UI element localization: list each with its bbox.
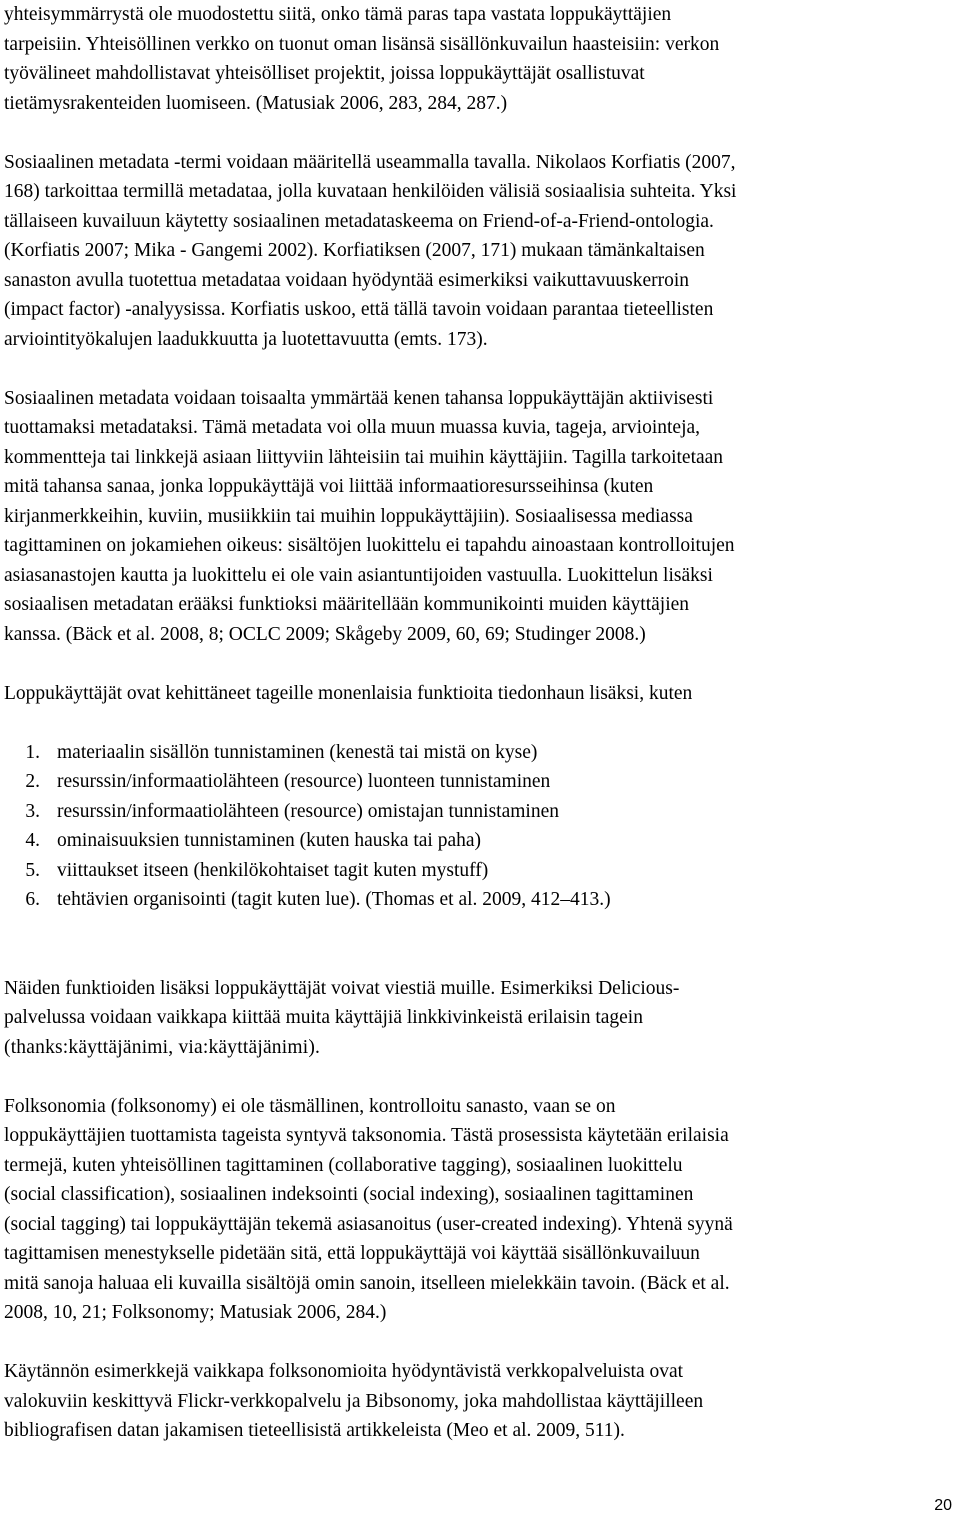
text-line: (social classification), sosiaalinen indeksointi (social indexing), sosiaalinen tagittaminen [4,1184,694,1205]
text-line: sosiaalisen metadatan erääksi funktioksi määritellään kommunikointi muiden käyttäjien [4,594,690,615]
text-line: työvälineet mahdollistavat yhteisölliset projektit, joissa loppukäyttäjät osallistuvat [4,63,645,84]
list-item-number: 1. [25,741,40,763]
text-line: bibliografisen datan jakamisen tieteellisistä artikkeleista (Meo et al. 2009, 511). [4,1420,625,1441]
list-item-text: tehtävien organisointi (tagit kuten lue). (Thomas et al. 2009, 412–413.) [57,889,611,910]
paragraph-gap [4,708,954,738]
tag-functions-list [4,738,954,915]
paragraph-gap [4,1328,954,1358]
text-line: arviointityökalujen laadukkuutta ja luotettavuutta (emts. 173). [4,328,488,350]
document-page [4,0,954,1446]
list-item-number: 4. [25,830,40,851]
list-item-number: 5. [25,859,40,881]
paragraph-gap [4,915,954,945]
text-line: mitä tahansa sanaa, jonka loppukäyttäjä voi liittää informaatioresursseihinsa (kuten [4,476,654,497]
text-line: 2008, 10, 21; Folksonomy; Matusiak 2006, 284.) [4,1302,387,1323]
text-line: sanaston avulla tuotettua metadataa voidaan hyödyntää esimerkiksi vaikuttavuuskerroin [4,269,690,291]
paragraph-user-generated-metadata [4,384,954,650]
paragraph-gap [4,118,954,148]
paragraph-gap [4,944,954,974]
text-line: (Korfiatis 2007; Mika - Gangemi 2002). Korfiatiksen (2007, 171) mukaan tämänkaltaisen [4,240,705,261]
list-item-text: resurssin/informaatiolähteen (resource) luonteen tunnistaminen [57,771,551,792]
paragraph-continuation [4,0,954,118]
text-line: valokuviin keskittyvä Flickr-verkkopalvelu ja Bibsonomy, joka mahdollistaa käyttäjilleen [4,1390,704,1412]
text-line: tarpeisiin. Yhteisöllinen verkko on tuonut oman lisänsä sisällönkuvailun haasteisiin: verkon [4,33,720,55]
text-line: loppukäyttäjien tuottamista tageista syntyvä taksonomia. Tästä prosessista käytetään erilaisia [4,1125,729,1146]
text-line: yhteisymmärrystä ole muodostettu siitä, onko tämä paras tapa vastata loppukäyttäjien [4,4,672,25]
list-item [4,767,954,797]
list-item-number: 2. [25,771,40,792]
list-item [4,797,954,827]
list-item [4,738,954,768]
text-line: Näiden funktioiden lisäksi loppukäyttäjät voivat viestiä muille. Esimerkiksi Delicious- [4,977,680,999]
text-line: tällaiseen kuvailuun käytetty sosiaalinen metadataskeema on Friend-of-a-Friend-ontologia. [4,210,714,232]
paragraph-social-metadata-definition [4,148,954,355]
text-line: asiasanastojen kautta ja luokittelu ei ole vain asiantuntijoiden vastuulla. Luokittelun lisäksi [4,564,713,586]
list-item [4,885,954,915]
paragraph-folksonomy [4,1092,954,1328]
text-line: kirjanmerkkeihin, kuviin, musiikkiin tai muihin loppukäyttäjiin). Sosiaalisessa mediassa [4,505,693,527]
text-line: Folksonomia (folksonomy) ei ole täsmällinen, kontrolloitu sanasto, vaan se on [4,1095,616,1117]
text-line: Sosiaalinen metadata -termi voidaan määritellä useammalla tavalla. Nikolaos Korfiatis (2007, [4,151,736,173]
text-line: tuottamaksi metadataksi. Tämä metadata voi olla muun muassa kuvia, tageja, arviointeja, [4,417,701,438]
text-line: tagittaminen on jokamiehen oikeus: sisältöjen luokittelu ei tapahdu ainoastaan kontrolloitujen [4,535,735,556]
text-line: 168) tarkoittaa termillä metadataa, jolla kuvataan henkilöiden välisiä sosiaalisia suhteita. Yksi [4,181,737,202]
text-line: mitä sanoja haluaa eli kuvailla sisältöjä omin sanoin, itselleen mielekkäin tavoin. (Bäck et al. [4,1272,730,1294]
list-item-text: ominaisuuksien tunnistaminen (kuten hauska tai paha) [57,830,482,851]
paragraph-delicious-example [4,974,954,1063]
text-line: (thanks:käyttäjänimi, via:käyttäjänimi). [4,1036,321,1058]
list-item [4,826,954,856]
page-number: 20 [934,1497,952,1514]
text-line: Loppukäyttäjät ovat kehittäneet tageille monenlaisia funktioita tiedonhaun lisäksi, kuten [4,682,693,704]
list-item-text: materiaalin sisällön tunnistaminen (kenestä tai mistä on kyse) [57,741,538,763]
text-line: kommentteja tai linkkejä asiaan liittyviin lähteisiin tai muihin käyttäjiin. Tagilla tarkoitetaan [4,446,724,468]
list-item-text: viittaukset itseen (henkilökohtaiset tagit kuten mystuff) [57,859,489,881]
text-line: palvelussa voidaan vaikkapa kiittää muita käyttäjiä linkkivinkeistä erilaisin tagein [4,1007,643,1028]
text-line: tagittamisen menestykselle pidetään sitä, että loppukäyttäjä voi käyttää sisällönkuvailuun [4,1243,700,1264]
paragraph-gap [4,1062,954,1092]
text-line: termejä, kuten yhteisöllinen tagittaminen (collaborative tagging), sosiaalinen luokittelu [4,1154,683,1176]
paragraph-practical-examples [4,1357,954,1446]
paragraph-gap [4,649,954,679]
text-line: tietämysrakenteiden luomiseen. (Matusiak 2006, 283, 284, 287.) [4,92,508,114]
list-item-text: resurssin/informaatiolähteen (resource) omistajan tunnistaminen [57,800,559,822]
list-item-number: 3. [25,800,40,822]
paragraph-list-intro [4,679,954,709]
list-item [4,856,954,886]
list-item-number: 6. [25,889,40,910]
text-line: (social tagging) tai loppukäyttäjän tekemä asiasanoitus (user-created indexing). Yhtenä syynä [4,1213,733,1235]
text-line: Sosiaalinen metadata voidaan toisaalta ymmärtää kenen tahansa loppukäyttäjän aktiivisesti [4,387,714,409]
text-line: kanssa. (Bäck et al. 2008, 8; OCLC 2009; Skågeby 2009, 60, 69; Studinger 2008.) [4,623,646,645]
paragraph-gap [4,354,954,384]
text-line: (impact factor) -analyysissa. Korfiatis uskoo, että tällä tavoin voidaan parantaa tieteellisten [4,299,714,320]
text-line: Käytännön esimerkkejä vaikkapa folksonomioita hyödyntävistä verkkopalveluista ovat [4,1361,684,1382]
